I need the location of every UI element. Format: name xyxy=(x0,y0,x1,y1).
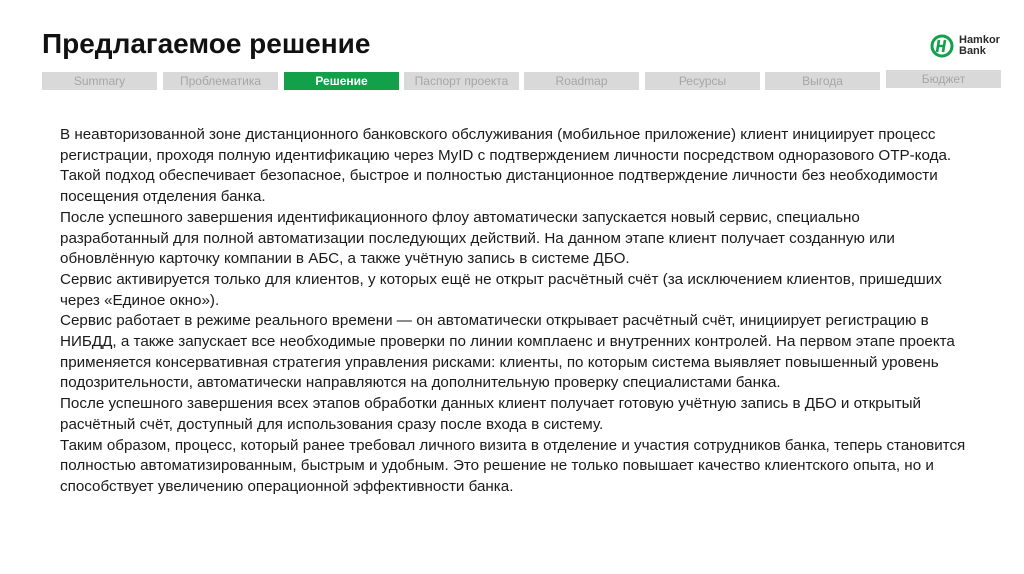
paragraph: После успешного завершения идентификационного флоу автоматически запускается новый сервис, специально разработанный для полной автоматизации последующих действий. На данном этапе клиент получает созданную или обновлённую карточку компании в АБС, а также учётную запись в системе ДБО. xyxy=(60,208,895,268)
page-title: Предлагаемое решение xyxy=(42,28,371,59)
tab-resources[interactable]: Ресурсы xyxy=(645,72,760,90)
paragraph: Сервис работает в режиме реального времени — он автоматически открывает расчётный счёт, инициирует регистрацию в НИБДД, а также запускает все необходимые проверки по линии комплаенс и внутренних контролей. На первом этапе проекта применяется консервативная стратегия управления рисками: клиенты, по которым система выявляет повышенный уровень подозрительности, автоматически направляются на дополнительную проверку специалистами банка. xyxy=(60,312,955,392)
paragraph: Таким образом, процесс, который ранее требовал личного визита в отделение и участия сотрудников банка, теперь становится полностью автоматизированным, быстрым и удобным. Это решение не только повышает качество клиентского опыта, но и способствует увеличению операционной эффективности банка. xyxy=(60,436,966,495)
solution-text xyxy=(60,125,970,498)
tab-problems[interactable]: Проблематика xyxy=(163,72,278,90)
logo-text-1: Hamkor xyxy=(959,34,1000,46)
tab-benefits[interactable]: Выгода xyxy=(765,72,880,90)
hamkor-logo-icon xyxy=(930,34,954,58)
logo-text-2: Bank xyxy=(959,45,986,57)
paragraph: Сервис активируется только для клиентов, у которых ещё не открыт расчётный счёт (за исключением клиентов, пришедших через «Единое окно»). xyxy=(60,270,942,309)
tab-summary[interactable]: Summary xyxy=(42,72,157,90)
tab-solution[interactable]: Решение xyxy=(284,72,399,90)
paragraph: В неавторизованной зоне дистанционного банковского обслуживания (мобильное приложение) клиент инициирует процесс регистрации, проходя полную идентификацию через MyID с подтверждением личности посредством одноразового OTP-кода. Такой подход обеспечивает безопасное, быстрое и полностью дистанционное подтверждение личности без необходимости посещения отделения банка. xyxy=(60,126,952,206)
hamkor-bank-logo xyxy=(930,34,1000,58)
paragraph: После успешного завершения всех этапов обработки данных клиент получает готовую учётную запись в ДБО и открытый расчётный счёт, доступный для использования сразу после входа в систему. xyxy=(60,395,922,433)
tab-roadmap[interactable]: Roadmap xyxy=(524,72,639,90)
tab-budget[interactable]: Бюджет xyxy=(886,70,1001,88)
tab-project-passport[interactable]: Паспорт проекта xyxy=(404,72,519,90)
